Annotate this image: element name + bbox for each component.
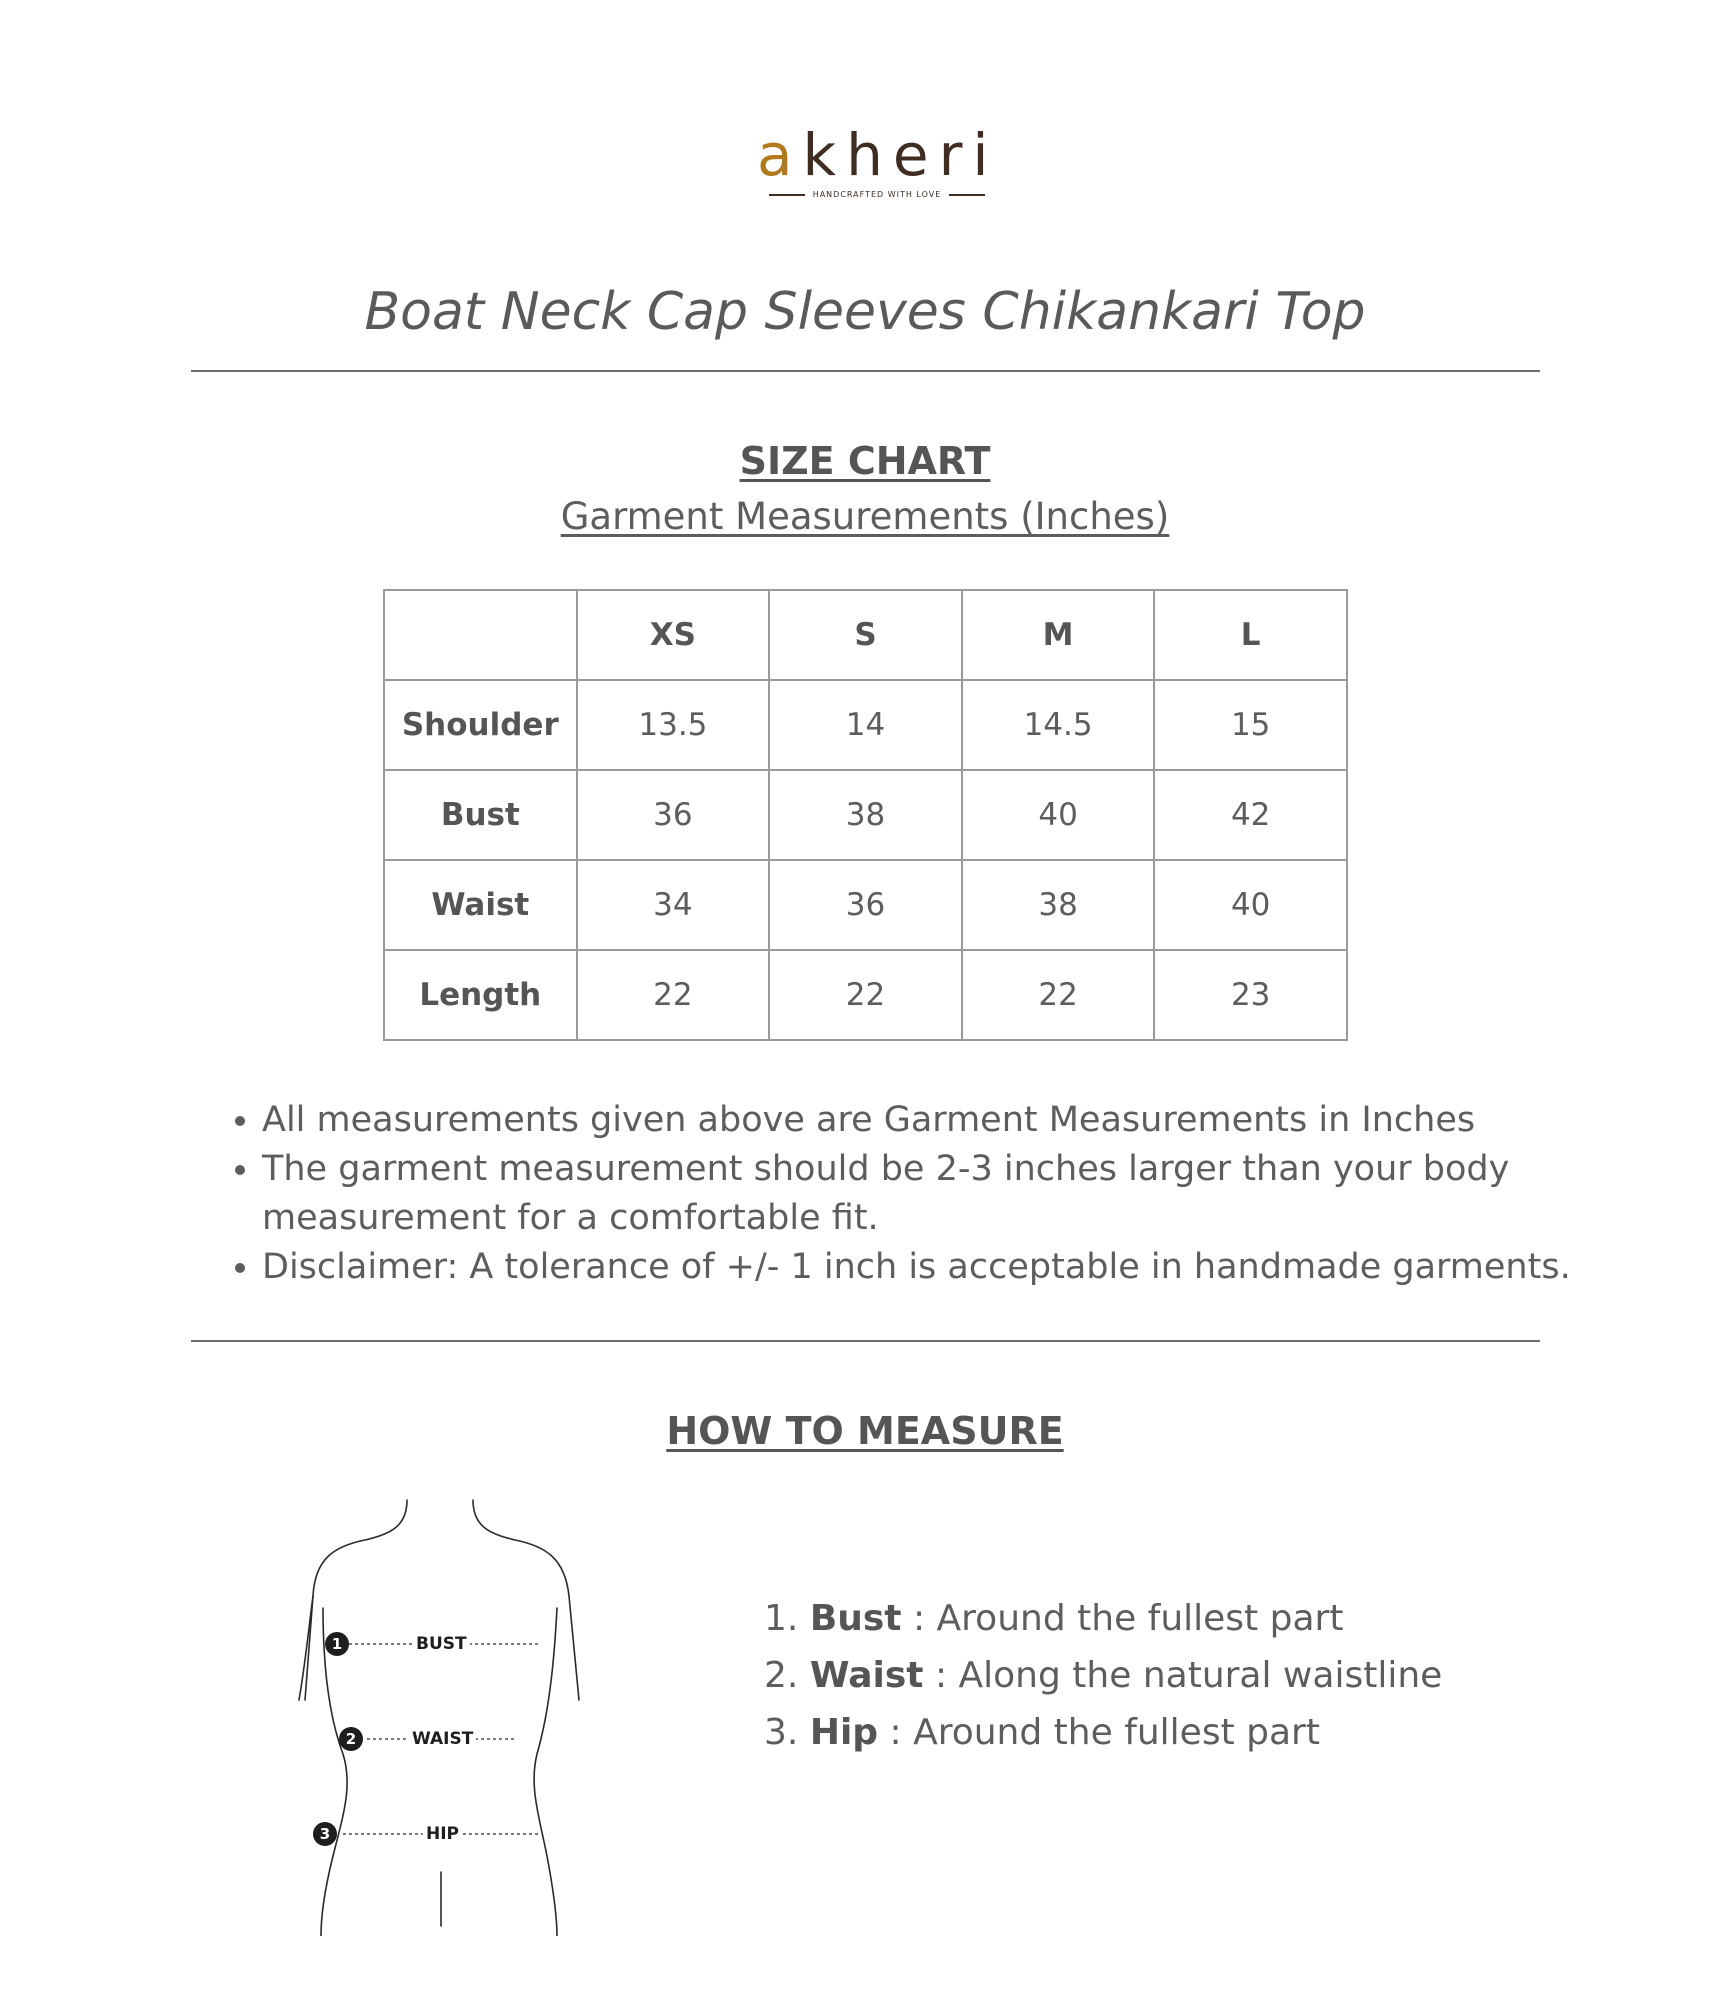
row-label-waist: Waist (384, 860, 577, 950)
table-cell: 14.5 (962, 680, 1155, 770)
row-label-bust: Bust (384, 770, 577, 860)
figure-label-waist: WAIST (409, 1729, 476, 1749)
note-item: • Disclaimer: A tolerance of +/- 1 inch is acceptable in handmade garments. (262, 1243, 1582, 1292)
size-chart-subheading: Garment Measurements (Inches) (560, 495, 1170, 538)
note-item: • All measurements given above are Garment Measurements in Inches (262, 1096, 1582, 1145)
size-header-l: L (1154, 590, 1347, 680)
table-cell: 22 (769, 950, 962, 1040)
divider-top (191, 370, 1540, 372)
product-title: Boat Neck Cap Sleeves Chikankari Top (364, 282, 1366, 342)
size-table-corner-cell (384, 590, 577, 680)
how-to-measure-list (764, 1590, 1524, 1761)
table-cell: 22 (962, 950, 1155, 1040)
note-item: • The garment measurement should be 2-3 inches larger than your body measurement for a comfortable fit. (262, 1145, 1582, 1243)
table-row (384, 770, 1347, 860)
body-outline-illustration (295, 1496, 595, 1936)
row-label-length: Length (384, 950, 577, 1040)
size-table (383, 589, 1348, 1041)
figure-number-3: 3 (313, 1822, 337, 1846)
figure-label-hip: HIP (423, 1824, 462, 1844)
table-cell: 13.5 (577, 680, 770, 770)
body-measure-figure (295, 1496, 595, 1936)
table-cell: 38 (769, 770, 962, 860)
table-cell: 15 (1154, 680, 1347, 770)
table-cell: 36 (769, 860, 962, 950)
table-cell: 22 (577, 950, 770, 1040)
brand-logo (757, 121, 999, 199)
size-header-m: M (962, 590, 1155, 680)
table-row (384, 680, 1347, 770)
measurement-notes (222, 1096, 1582, 1292)
table-cell: 40 (1154, 860, 1347, 950)
size-header-s: S (769, 590, 962, 680)
table-row (384, 860, 1347, 950)
row-label-shoulder: Shoulder (384, 680, 577, 770)
table-cell: 40 (962, 770, 1155, 860)
logo-wordmark: akheri (757, 121, 999, 189)
list-item: 1. Bust : Around the fullest part (764, 1598, 1344, 1639)
logo-tagline: HANDCRAFTED WITH LOVE (757, 190, 997, 199)
size-table-header-row (384, 590, 1347, 680)
tagline-rule-left (769, 194, 805, 196)
table-cell: 38 (962, 860, 1155, 950)
divider-bottom (191, 1340, 1540, 1342)
figure-number-1: 1 (325, 1632, 349, 1656)
size-header-xs: XS (577, 590, 770, 680)
table-cell: 14 (769, 680, 962, 770)
list-item: 2. Waist : Along the natural waistline (764, 1655, 1443, 1696)
table-cell: 36 (577, 770, 770, 860)
list-item: 3. Hip : Around the fullest part (764, 1712, 1320, 1753)
table-cell: 42 (1154, 770, 1347, 860)
table-row (384, 950, 1347, 1040)
size-chart-heading: SIZE CHART (739, 439, 991, 483)
how-to-measure-heading: HOW TO MEASURE (666, 1409, 1064, 1453)
table-cell: 34 (577, 860, 770, 950)
tagline-rule-right (949, 194, 985, 196)
table-cell: 23 (1154, 950, 1347, 1040)
figure-number-2: 2 (339, 1727, 363, 1751)
figure-label-bust: BUST (413, 1634, 470, 1654)
